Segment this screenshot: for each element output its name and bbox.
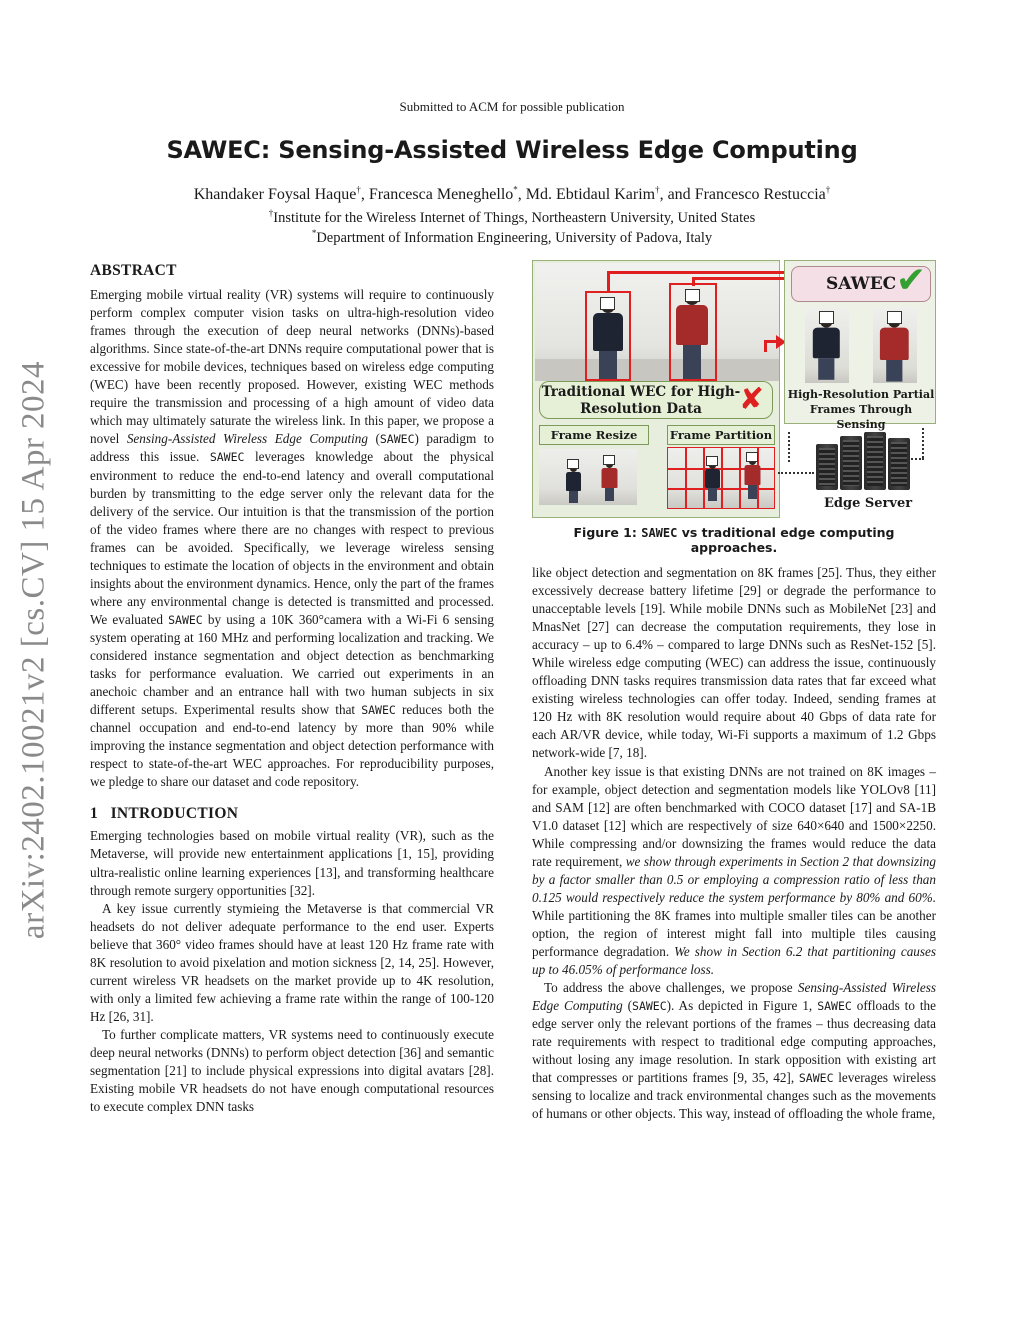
author-separator: , and — [659, 186, 695, 203]
text-run: leverages wireless sensing to localize and track environmental changes such as the movements of humans or other objects. This way, instead of offloading the whole frame, — [532, 1070, 936, 1122]
sawec-label-box: SAWEC ✔ — [791, 266, 931, 302]
left-column — [90, 262, 494, 1116]
figure-caption: Figure 1: SAWEC vs traditional edge computing approaches. — [573, 525, 895, 555]
text-run: we show through experiments in Section 2 that downsizing by a factor smaller than 0.5 or employing a compression ratio of less than 0.125 would respectively reduce the system performance by 80% and 60%. — [532, 853, 936, 905]
partial-frame-1 — [805, 307, 849, 383]
author-separator: , — [517, 186, 526, 203]
text-run: SAWEC — [817, 999, 852, 1014]
text-run: like object detection and segmentation on 8K frames [25]. Thus, they either excessively decrease battery lifetime [29] or degrade the performance to unacceptable levels [19]. While mobile DNNs such as MobileNet [23] and MnasNet [27] can decrease the computation requirements, they lose in accuracy – up to 6.4% – compared to large DNNs such as ResNet-152 [5]. While wireless edge computing (WEC) can address the issue, continuously offloading DNN tasks requires transmission data rates that far exceed what existing wireless technologies can offer today. Indeed, sending frames at 120 Hz with 8K resolution would require about 40 Gbps of data rate for each AR/VR device, while today, Wi-Fi supports a maximum of 1.2 Gbps network-wide [7, 18]. — [532, 565, 936, 761]
text-run: ( — [622, 998, 633, 1014]
author-name: Francesco Restuccia — [694, 186, 826, 203]
right-column — [532, 564, 936, 1123]
author-name: Francesca Meneghello — [368, 186, 514, 203]
paper-title: SAWEC: Sensing-Assisted Wireless Edge Computing — [166, 136, 858, 164]
text-run: SAWEC — [168, 612, 203, 627]
edge-server-label: Edge Server — [824, 496, 913, 511]
sawec-panel — [784, 260, 936, 431]
text-run: Another key issue is that existing DNNs are not trained on 8K images – for example, object detection and segmentation models like YOLOv8 [11] and SAM [12] are often benchmarked with COCO dataset [17] and SA-1B V1.0 dataset [12] which are respectively of size 640×640 and 1500×2250. While compressing and/or downsizing the frames would reduce the data rate requirement, — [532, 763, 936, 869]
abstract-text — [90, 286, 494, 791]
introduction-heading: 1 INTRODUCTION — [90, 805, 239, 823]
header-note: Submitted to ACM for possible publication — [399, 99, 625, 114]
intro-paragraph-6 — [532, 979, 936, 1123]
text-run: ). As depicted in Figure 1, — [666, 998, 818, 1014]
intro-paragraph-5 — [532, 763, 936, 980]
text-run: Sensing-Assisted Wireless Edge Computing — [532, 980, 936, 1014]
traditional-wec-label: Traditional WEC for High-Resolution Data ✘ — [539, 381, 773, 419]
text-run: Emerging technologies based on mobile virtual reality (VR), such as the Metaverse, will provide new entertainment applications [1, 15], providing ultra-realistic online learning experiences [13], and transforming healthcare through remote surgery opportunities [32]. — [90, 828, 494, 898]
partial-frames-caption: High-Resolution Partial Frames Through Sensing — [787, 388, 935, 431]
intro-paragraph-2 — [90, 900, 494, 1026]
affiliation-1: †Institute for the Wireless Internet of Things, Northeastern University, United States — [268, 208, 756, 226]
check-mark-icon: ✔ — [895, 260, 926, 301]
figure-1 — [532, 260, 936, 518]
camera-frame-photo — [535, 263, 779, 381]
affiliation-2: *Department of Information Engineering, University of Padova, Italy — [311, 228, 713, 246]
text-run: Sensing-Assisted Wireless Edge Computing — [126, 431, 368, 447]
intro-paragraph-4 — [532, 564, 936, 763]
roi-box-2 — [669, 283, 717, 381]
text-run: We show in Section 6.2 that partitioning causes up to 46.05% of performance loss. — [532, 943, 936, 978]
text-run: ( — [367, 431, 380, 447]
author-list — [0, 186, 1024, 204]
text-run: offloads to the edge server only the relevant portions of the frames – thus decreasing data rate requirements with respect to traditional edge computing approaches, without losing any image resolution. In stark opposition with existing art that compresses or partitions frames [9, 35, 42], — [532, 998, 936, 1086]
text-run: SAWEC — [379, 432, 415, 447]
text-run: SAWEC — [798, 1071, 834, 1086]
author-affiliation-mark: † — [655, 184, 660, 195]
text-run: leverages knowledge about the physical environment to reduce the end-to-end latency and overall computational burden by transmitting to the edge server only the relevant data for the delivery of the service. Our intuition is that the transmission of the portion of the video frames where there are no changes with respect to previous frames can be avoided. Specifically, we leverage wireless sensing techniques to estimate the location of objects in the environment and obtain insights about the environment dynamics. Hence, only the part of the frames where any environmental change is detected is transmitted and processed. We evaluated — [90, 449, 494, 627]
text-run: SAWEC — [632, 999, 667, 1014]
text-run: To address the above challenges, we propose — [544, 980, 798, 996]
partial-frame-2 — [873, 307, 917, 383]
text-run: To further complicate matters, VR systems need to continuously execute deep neural networks (DNNs) to perform object detection [36] and semantic segmentation [21] to include physical expressions into digital avatars [28]. Existing mobile VR headsets do not have enough computational resources to execute complex DNN tasks — [90, 1026, 494, 1115]
author-name: Khandaker Foysal Haque — [193, 186, 357, 203]
text-run: While partitioning the 8K frames into multiple smaller tiles can be another option, the region of interest might fall into multiple tiles causing performance degradation. — [532, 907, 936, 959]
arxiv-stamp: arXiv:2402.10021v2 [cs.CV] 15 Apr 2024 — [15, 360, 52, 940]
frame-resize-label: Frame Resize — [539, 425, 649, 445]
partitioned-frame-thumbnail — [667, 447, 775, 509]
frame-partition-label: Frame Partition — [667, 425, 775, 445]
text-run: Emerging mobile virtual reality (VR) systems will require to continuously perform complex computer vision tasks on ultra-high-resolution video frames through the execution of deep neural networks (DNNs)-based algorithms. Since state-of-the-art DNNs require computational power that is excessive for mobile devices, techniques based on wireless edge computing (WEC) have been recently proposed. However, existing WEC methods require the transmission and processing of a high amount of video data which may ultimately saturate the wireless link. In this paper, we propose a novel — [90, 287, 494, 447]
author-affiliation-mark: † — [825, 184, 831, 195]
cross-mark-icon: ✘ — [738, 382, 764, 417]
arxiv-stamp-container — [12, 350, 56, 950]
text-run: by using a 10K 360°camera with a Wi-Fi 6 sensing system operating at 160 MHz and performing localization and tracking. We considered instance segmentation and object detection as benchmarking tasks for performance evaluation. We carried out experiments in an anechoic chamber and an entrance hall with two human subjects in six different setups. Experimental results show that — [90, 611, 494, 718]
author-affiliation-mark: * — [513, 184, 518, 195]
intro-paragraph-1 — [90, 827, 494, 899]
text-run: ) paradigm to address this issue. — [90, 431, 494, 465]
text-run: SAWEC — [361, 703, 396, 718]
intro-paragraph-3 — [90, 1026, 494, 1116]
resized-frame-thumbnail — [539, 449, 637, 505]
author-affiliation-mark: † — [356, 184, 361, 195]
traditional-wec-panel — [532, 260, 780, 518]
author-separator: , — [360, 186, 369, 203]
roi-box-1 — [585, 291, 631, 381]
text-run: SAWEC — [209, 450, 245, 465]
text-run: A key issue currently stymieing the Metaverse is that commercial VR headsets do not deliver adequate performance to the end user. Experts believe that 360° video frames should have at least 120 Hz frame rate with 8K resolution to avoid pixelation and motion sickness [2, 14, 25]. However, current wireless VR headsets on the market provide up to 4K resolution, with only a limited few achieving a frame rate within the range of 100-120 Hz [26, 31]. — [90, 900, 494, 1024]
abstract-heading: ABSTRACT — [90, 262, 177, 279]
text-run: reduces both the channel occupation and end-to-end latency by more than 90% while improving the instance segmentation and object detection performance with respect to state-of-the-art WEC approaches. For reproducibility purposes, we pledge to share our dataset and code repository. — [90, 702, 494, 790]
author-name: Md. Ebtidaul Karim — [525, 186, 656, 203]
